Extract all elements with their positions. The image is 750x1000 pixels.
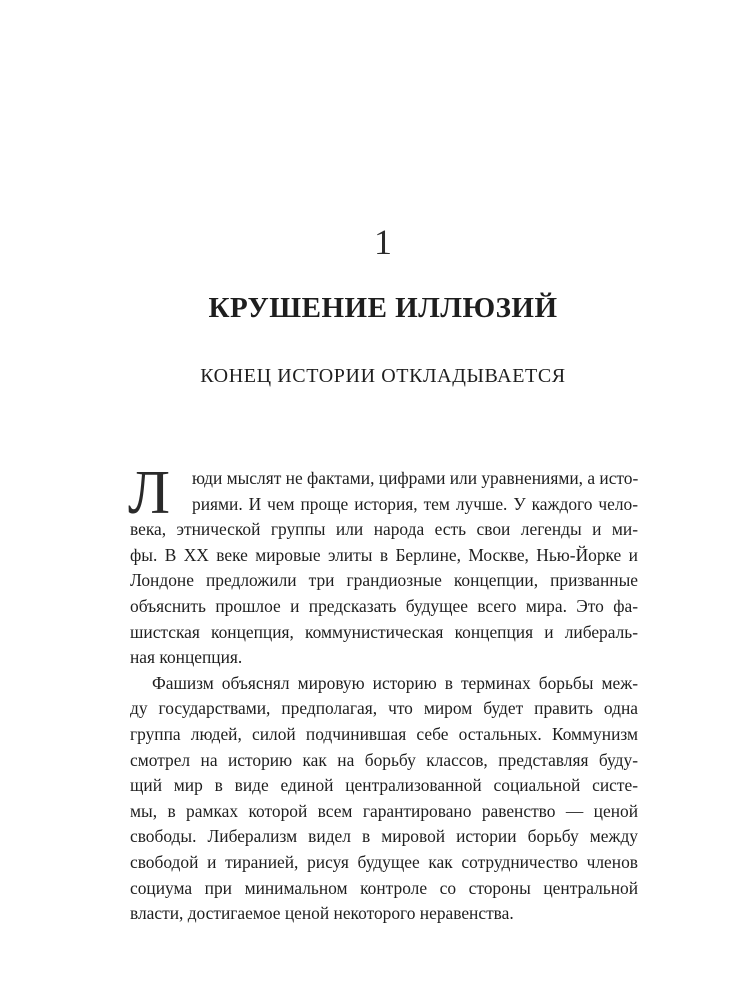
text-line: социума при минимальном контроле со стороны центральной	[130, 877, 638, 898]
text-line: шистская концепция, коммунистическая концепция и либераль-	[130, 621, 638, 642]
section-title: КОНЕЦ ИСТОРИИ ОТКЛАДЫВАЕТСЯ	[200, 365, 566, 387]
text-line: группа людей, силой подчинившая себе остальных. Коммунизм	[130, 723, 638, 744]
text-line: мы, в рамках которой всем гарантировано равенство — ценой	[130, 800, 638, 821]
body-text	[128, 459, 639, 927]
text-line: свободой и тиранией, рисуя будущее как сотрудничество членов	[130, 851, 638, 872]
text-line: свободы. Либерализм видел в мировой истории борьбу между	[130, 826, 638, 847]
chapter-number: 1	[374, 222, 392, 262]
text-line: ная концепция.	[130, 647, 243, 668]
text-line: фы. В XX веке мировые элиты в Берлине, Москве, Нью-Йорке и	[130, 544, 638, 565]
text-line: ду государствами, предполагая, что миром будет править одна	[130, 698, 638, 719]
text-line: объяснить прошлое и предсказать будущее всего мира. Это фа-	[130, 595, 638, 616]
paragraph-1	[128, 459, 639, 671]
drop-cap: Л	[128, 459, 171, 527]
text-line: риями. И чем проще история, тем лучше. У каждого чело-	[192, 493, 638, 514]
text-line: века, этнической группы или народа есть свои легенды и ми-	[130, 519, 638, 540]
text-line: юди мыслят не фактами, цифрами или уравнениями, а исто-	[192, 468, 639, 488]
text-line: Лондоне предложили три грандиозные концепции, призванные	[130, 570, 638, 591]
text-line: власти, достигаемое ценой некоторого неравенства.	[130, 903, 514, 924]
text-line: щий мир в виде единой централизованной социальной систе-	[130, 775, 638, 796]
chapter-title: КРУШЕНИЕ ИЛЛЮЗИЙ	[208, 292, 558, 324]
text-line: смотрел на историю как на борьбу классов, представляя буду-	[130, 749, 638, 770]
paragraph-2	[130, 671, 638, 927]
text-line: Фашизм объяснял мировую историю в терминах борьбы меж-	[152, 672, 638, 693]
